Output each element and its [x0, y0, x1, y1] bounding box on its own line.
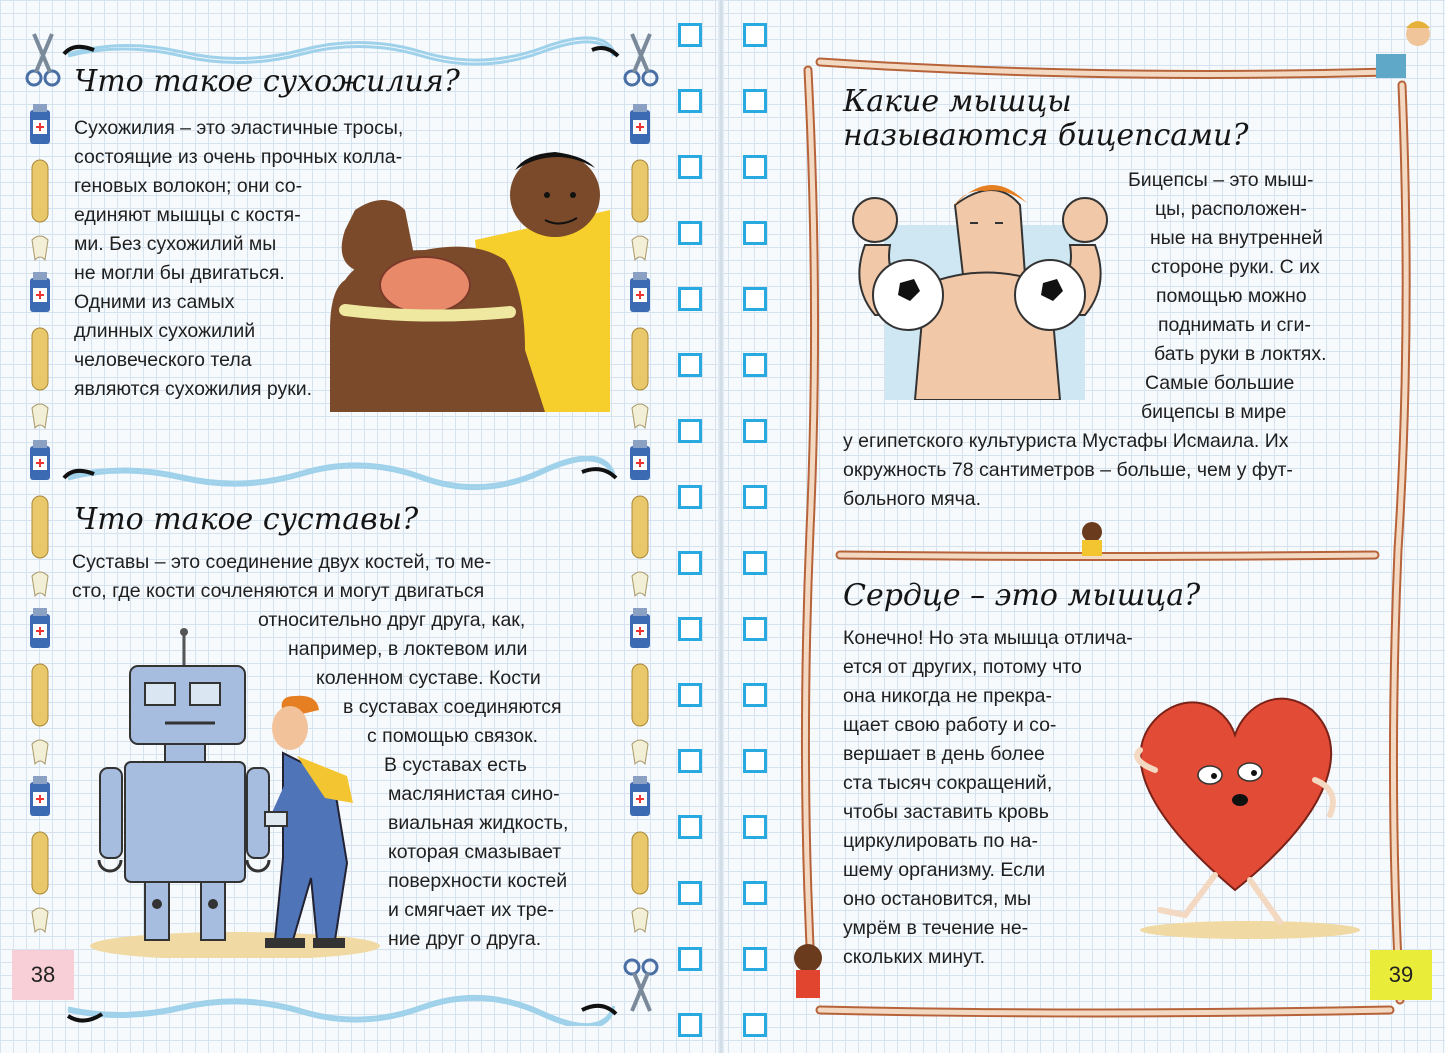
text-line: больного мяча. [843, 488, 982, 510]
text-line: ные на внутренней [1150, 227, 1323, 249]
binding-hole [678, 947, 702, 971]
text-line: стороне руки. С их [1151, 256, 1320, 278]
text-line: длинных сухожилий [74, 320, 256, 342]
text-line: например, в локтевом или [288, 638, 528, 660]
text-line: коленном суставе. Кости [316, 667, 541, 689]
text-line: маслянистая сино- [388, 783, 560, 805]
binding-hole [678, 815, 702, 839]
text-line: Конечно! Но эта мышца отлича- [843, 627, 1133, 649]
binding-hole [678, 683, 702, 707]
text-line: и смягчает их тре- [388, 899, 554, 921]
running-heart-icon [1100, 660, 1370, 950]
binding-hole [678, 485, 702, 509]
man-flexing-arm-icon [325, 150, 610, 412]
text-line: ми. Без сухожилий мы [74, 233, 277, 255]
binding-hole [743, 353, 767, 377]
binding-hole [743, 683, 767, 707]
binding-hole [743, 23, 767, 47]
page-number-right: 39 [1370, 950, 1432, 1000]
binding-hole [678, 287, 702, 311]
text-line: Сухожилия – это эластичные тросы, [74, 117, 404, 139]
text-line: которая смазывает [388, 841, 562, 863]
binding-hole [743, 749, 767, 773]
text-line: относительно друг друга, как, [258, 609, 526, 631]
text-line: помощью можно [1156, 285, 1307, 307]
scissors-icon [620, 30, 662, 90]
text-line: ется от других, потому что [843, 656, 1082, 678]
wavy-banner-top-icon [62, 32, 622, 68]
medical-border-right-icon [620, 100, 660, 940]
tendons-heading: Что такое сухожилия? [74, 64, 460, 99]
text-line: поверхности костей [388, 870, 568, 892]
binding-hole [678, 221, 702, 245]
left-page [0, 0, 720, 1053]
page-number-left: 38 [12, 950, 74, 1000]
text-line: виальная жидкость, [388, 812, 569, 834]
binding-hole [678, 155, 702, 179]
text-line: состоящие из очень прочных колла- [74, 146, 403, 168]
text-line: вершает в день более [843, 743, 1045, 765]
text-line: ста тысяч сокращений, [843, 772, 1053, 794]
text-line: не могли бы двигаться. [74, 262, 285, 284]
text-line: она никогда не прекра- [843, 685, 1053, 707]
text-line: чтобы заставить кровь [843, 801, 1049, 823]
binding-hole [678, 1013, 702, 1037]
robot-and-mechanic-icon [85, 628, 385, 958]
binding-hole [678, 749, 702, 773]
text-line: циркулировать по на- [843, 830, 1038, 852]
binding-hole [678, 89, 702, 113]
binding-hole [743, 419, 767, 443]
text-line: Бицепсы – это мыш- [1128, 169, 1314, 191]
binding-hole [743, 815, 767, 839]
text-line: ние друг о друга. [388, 928, 542, 950]
text-line: сто, где кости сочленяются и могут двигаться [72, 580, 485, 602]
text-line: окружность 78 сантиметров – больше, чем у фут- [843, 459, 1293, 481]
binding-hole [678, 419, 702, 443]
spiral-binding-right [743, 0, 773, 1053]
text-line: в суставах соединяются [343, 696, 562, 718]
binding-hole [743, 287, 767, 311]
biceps-heading-line2: называются бицепсами? [843, 118, 1249, 153]
text-line: у египетского культуриста Мустафы Исмаила. Их [843, 430, 1289, 452]
medical-border-left-icon [20, 100, 60, 940]
binding-hole [743, 89, 767, 113]
text-line: поднимать и сги- [1158, 314, 1311, 336]
man-with-ball-biceps-icon [845, 165, 1115, 400]
text-line: Самые большие [1145, 372, 1295, 394]
text-line: с помощью связок. [367, 725, 539, 747]
binding-hole [678, 23, 702, 47]
text-line: умрём в течение не- [843, 917, 1029, 939]
binding-hole [743, 947, 767, 971]
binding-hole [743, 221, 767, 245]
biceps-heading-line1: Какие мышцы [843, 84, 1072, 119]
text-line: человеческого тела [74, 349, 252, 371]
text-line: геновых волокон; они со- [74, 175, 303, 197]
binding-hole [678, 551, 702, 575]
binding-hole [678, 353, 702, 377]
joints-heading: Что такое суставы? [74, 502, 419, 537]
text-line: цы, расположен- [1155, 198, 1307, 220]
text-line: щает свою работу и со- [843, 714, 1057, 736]
binding-hole [743, 1013, 767, 1037]
text-line: оно остановится, мы [843, 888, 1032, 910]
text-line: бицепсы в мире [1141, 401, 1287, 423]
text-line: единяют мышцы с костя- [74, 204, 301, 226]
spiral-binding-left [678, 0, 708, 1053]
scissors-icon [620, 955, 662, 1015]
binding-hole [743, 155, 767, 179]
scissors-icon [22, 30, 64, 90]
binding-hole [678, 617, 702, 641]
wavy-banner-middle-icon [62, 456, 622, 492]
binding-hole [743, 551, 767, 575]
heart-heading: Сердце – это мышца? [843, 578, 1201, 613]
text-line: Суставы – это соединение двух костей, то ме- [72, 551, 492, 573]
text-line: являются сухожилия руки. [74, 378, 313, 400]
binding-hole [743, 617, 767, 641]
binding-hole [743, 485, 767, 509]
text-line: В суставах есть [384, 754, 527, 776]
text-line: шему организму. Если [843, 859, 1046, 881]
wavy-banner-bottom-icon [62, 990, 622, 1026]
text-line: бать руки в локтях. [1154, 343, 1327, 365]
binding-hole [678, 881, 702, 905]
text-line: скольких минут. [843, 946, 986, 968]
binding-hole [743, 881, 767, 905]
book-gutter [718, 0, 724, 1053]
text-line: Одними из самых [74, 291, 235, 313]
